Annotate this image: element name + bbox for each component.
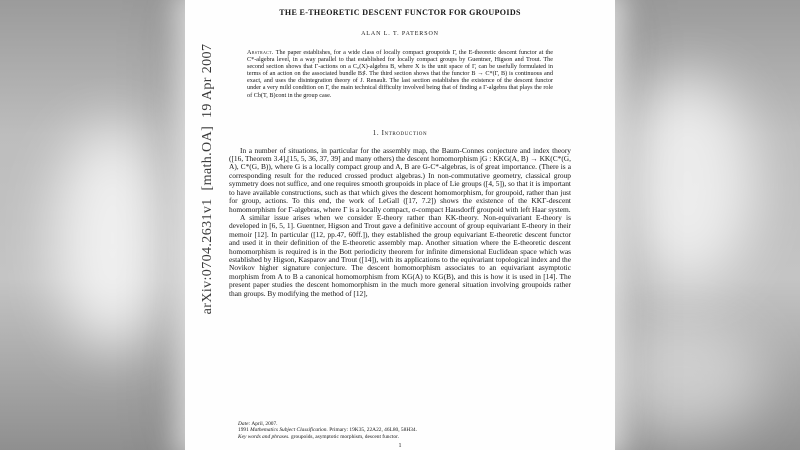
footnote-keywords-text: groupoids, asymptotic morphism, descent functor. [289,433,399,440]
background-blur-left [55,125,170,350]
intro-paragraph-2: A similar issue arises when we consider E-theory rather than KK-theory. Non-equivariant E-theory is developed in [6, 5, 1]. Guentner, Higson and Trout gave a definitive account of group equivariant E-theory in their memoir [12]. In particular ([12, pp.47, 60ff.]), they established the group equivariant E-theoretic descent functor and used it in their definition of the E-theoretic assembly map. Another situation where the E-theoretic descent homomorphism is required is in the Bott periodicity theorem for infinite dimensional Euclidean space which was established by Higson, Kasparov and Trout ([14]), with its applications to the equivariant topological index and the Novikov higher signature conjecture. The descent homomorphism associates to an equivariant asymptotic morphism from A to B a canonical homomorphism from KG(A) to KG(B), and this is how it is used in [14]. The present paper studies the descent homomorphism in the much more general situation involving groupoids rather than groups. By modifying the method of [12], [229,212,571,298]
abstract-label: Abstract. [247,49,274,56]
footnote-msc-label: Mathematics Subject Classification. [250,427,328,433]
paper-page [185,0,615,450]
footnote-date-label: Date: [238,420,251,427]
footnote-msc-text: Primary: 19K35, 22A22, 46L80, 58H34. [327,427,417,433]
paper-body [229,147,571,298]
footnote-keywords-label: Key words and phrases. [238,433,290,440]
paper-abstract [247,49,553,99]
paper-title: THE E-THEORETIC DESCENT FUNCTOR FOR GROUPOIDS [279,8,521,17]
intro-paragraph-1: In a number of situations, in particular for the assembly map, the Baum-Connes conjecture and index theory ([16, Theorem 3.4],[15, 5, 36, 37, 39] and many others) the descent homomorphism jG : KKG(A, B) → KK(C*(G, A), C*(G, B)), where G is a locally compact group and A, B are G-C*-algebras, is of great importance. (There is a corresponding result for the reduced crossed product algebras.) In non-commutative geometry, classical group symmetry does not suffice, and one requires smooth groupoids in place of Lie groups ([4, 5]), so that it is important to have available constructions, such as that which gives the descent homomorphism, for groupoid, rather than just for group, actions. To this end, the work of LeGall ([17, 7.2]) shows the existence of the KKΓ-descent homomorphism for Γ-algebras, where Γ is a locally compact, σ-compact Hausdorff groupoid with left Haar system. [229,145,571,214]
abstract-text: The paper establishes, for a wide class of locally compact groupoids Γ, the E-theoretic descent functor at the C*-algebra level, in a way parallel to that established for locally compact groups by Guentner, Higson and Trout. The second section shows that Γ-actions on a C₀(X)-algebra B, where X is the unit space of Γ, can be usefully formulated in terms of an action on the associated bundle B♯. The third section shows that the functor B → C*(Γ, B) is continuous and exact, and uses the disintegration theory of J. Renault. The last section establishes the existence of the descent functor under a very mild condition on Γ, the main technical difficulty involved being that of finding a Γ-algebra that plays the role of Cb(T, B)cont in the group case. [247,49,553,99]
footnote-date-text: April, 2007. [250,420,278,427]
arxiv-identifier-stamp: arXiv:0704.2631v1 [math.OA] 19 Apr 2007 [200,43,215,315]
footnote-msc-prefix: 1991 [238,427,251,433]
section-heading-introduction: 1. Introduction [372,128,428,137]
background-blur-right [620,75,755,285]
paper-author: ALAN L. T. PATERSON [361,31,439,37]
background-blur-bottom-right [595,320,765,440]
footnote-block [231,421,569,441]
footnote-keywords [231,434,569,441]
page-number: 1 [398,443,402,449]
